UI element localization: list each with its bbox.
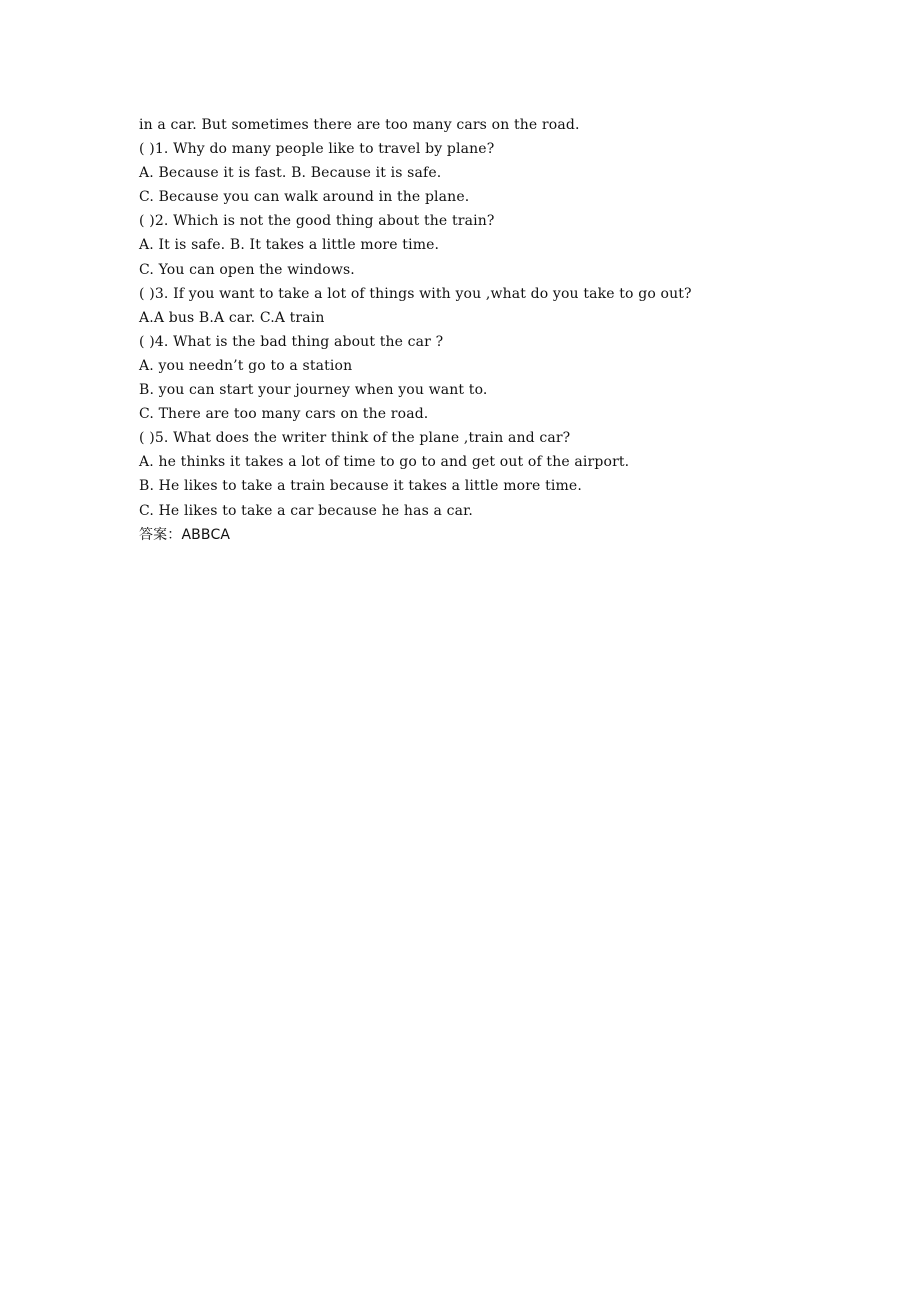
question-2-options-ab: A. It is safe. B. It takes a little more time.: [139, 237, 440, 254]
question-5: ( )5. What does the writer think of the plane ,train and car?: [139, 430, 571, 447]
document-body: [139, 113, 839, 547]
question-1-option-c: C. Because you can walk around in the plane.: [139, 189, 470, 206]
answer-key: 答案：ABBCA: [139, 526, 231, 543]
question-1-options-ab: A. Because it is fast. B. Because it is safe.: [139, 165, 442, 182]
question-5-option-a: A. he thinks it takes a lot of time to go to and get out of the airport.: [139, 454, 630, 471]
question-5-option-c: C. He likes to take a car because he has a car.: [139, 502, 473, 519]
question-2-option-c: C. You can open the windows.: [139, 261, 355, 278]
question-4-option-b: B. you can start your journey when you want to.: [139, 382, 488, 399]
question-5-option-b: B. He likes to take a train because it takes a little more time.: [139, 478, 582, 495]
question-1: ( )1. Why do many people like to travel by plane?: [139, 141, 495, 158]
passage-line: in a car. But sometimes there are too many cars on the road.: [139, 117, 580, 133]
question-4-option-a: A. you needn’t go to a station: [139, 357, 353, 374]
question-4: ( )4. What is the bad thing about the car ?: [139, 333, 444, 350]
question-4-option-c: C. There are too many cars on the road.: [139, 406, 429, 423]
question-2: ( )2. Which is not the good thing about the train?: [139, 213, 495, 230]
question-3: ( )3. If you want to take a lot of things with you ,what do you take to go out?: [139, 285, 692, 302]
question-3-options: A.A bus B.A car. C.A train: [139, 309, 325, 326]
